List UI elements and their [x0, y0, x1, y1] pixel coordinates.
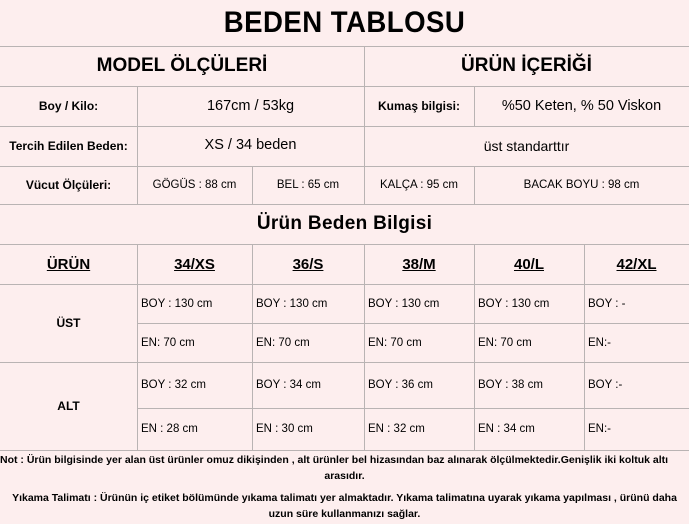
top-length-40: BOY : 130 cm [478, 297, 550, 310]
product-column-header: ÜRÜN [46, 255, 91, 273]
bottom-width-42: EN:- [588, 423, 611, 435]
size-info-header: Ürün Beden Bilgisi [256, 213, 433, 234]
top-length-34: BOY : 130 cm [141, 297, 213, 310]
measurement-note-continued: arasıdır. [324, 470, 365, 482]
bottom-width-34: EN : 28 cm [141, 423, 198, 435]
body-measurements-label: Vücut Ölçüleri: [25, 178, 112, 192]
fabric-value: %50 Keten, % 50 Viskon [501, 98, 662, 114]
bust-measurement: GÖGÜS : 88 cm [152, 179, 237, 191]
product-content-header: ÜRÜN İÇERİĞİ [461, 55, 592, 76]
preferred-size-label: Tercih Edilen Beden: [9, 139, 128, 153]
fabric-label: Kumaş bilgisi: [377, 99, 460, 113]
measurement-note: Not : Ürün bilgisinde yer alan üst ürünler omuz dikişinden , alt ürünler bel hizasından baz alınarak ölçülmektedir.Genişlik iki koltuk altı [0, 454, 669, 466]
leg-length-measurement: BACAK BOYU : 98 cm [523, 179, 640, 191]
size-header-40-l: 40/L [513, 255, 544, 273]
standard-fit-note: üst standarttır [483, 138, 570, 154]
washing-instructions: Yıkama Talimatı : Ürünün iç etiket bölümünde yıkama talimatı yer almaktadır. Yıkama talimatına uyarak yıkama yapılması , ürünü daha uzun süre kullanmanızı sağlar. [12, 492, 677, 520]
size-header-34-xs: 34/XS [174, 255, 215, 273]
top-width-40: EN: 70 cm [478, 336, 532, 349]
bottom-length-40: BOY : 38 cm [478, 379, 543, 391]
page-title: BEDEN TABLOSU [223, 6, 466, 39]
top-width-38: EN: 70 cm [368, 336, 422, 349]
preferred-size-value: XS / 34 beden [204, 137, 297, 153]
height-weight-label: Boy / Kilo: [38, 99, 99, 113]
bottom-width-38: EN : 32 cm [368, 423, 425, 435]
bottom-garment-label: ALT [57, 399, 80, 413]
top-garment-label: ÜST [56, 316, 81, 330]
hip-measurement: KALÇA : 95 cm [380, 179, 458, 191]
bottom-length-36: BOY : 34 cm [256, 379, 321, 391]
height-weight-value: 167cm / 53kg [206, 98, 295, 114]
bottom-width-40: EN : 34 cm [478, 423, 535, 435]
top-length-36: BOY : 130 cm [256, 297, 328, 310]
top-length-38: BOY : 130 cm [368, 297, 440, 310]
size-header-42-xl: 42/XL [616, 255, 657, 273]
top-width-34: EN: 70 cm [141, 336, 195, 349]
top-length-42: BOY : - [588, 297, 626, 310]
size-header-38-m: 38/M [402, 255, 436, 273]
top-width-36: EN: 70 cm [256, 336, 310, 349]
model-measurements-header: MODEL ÖLÇÜLERİ [96, 55, 268, 76]
waist-measurement: BEL : 65 cm [276, 179, 340, 191]
top-width-42: EN:- [588, 336, 611, 349]
bottom-length-34: BOY : 32 cm [141, 379, 206, 391]
bottom-width-36: EN : 30 cm [256, 423, 313, 435]
bottom-length-38: BOY : 36 cm [368, 379, 433, 391]
bottom-length-42: BOY :- [588, 379, 623, 391]
size-header-36-s: 36/S [292, 255, 324, 273]
